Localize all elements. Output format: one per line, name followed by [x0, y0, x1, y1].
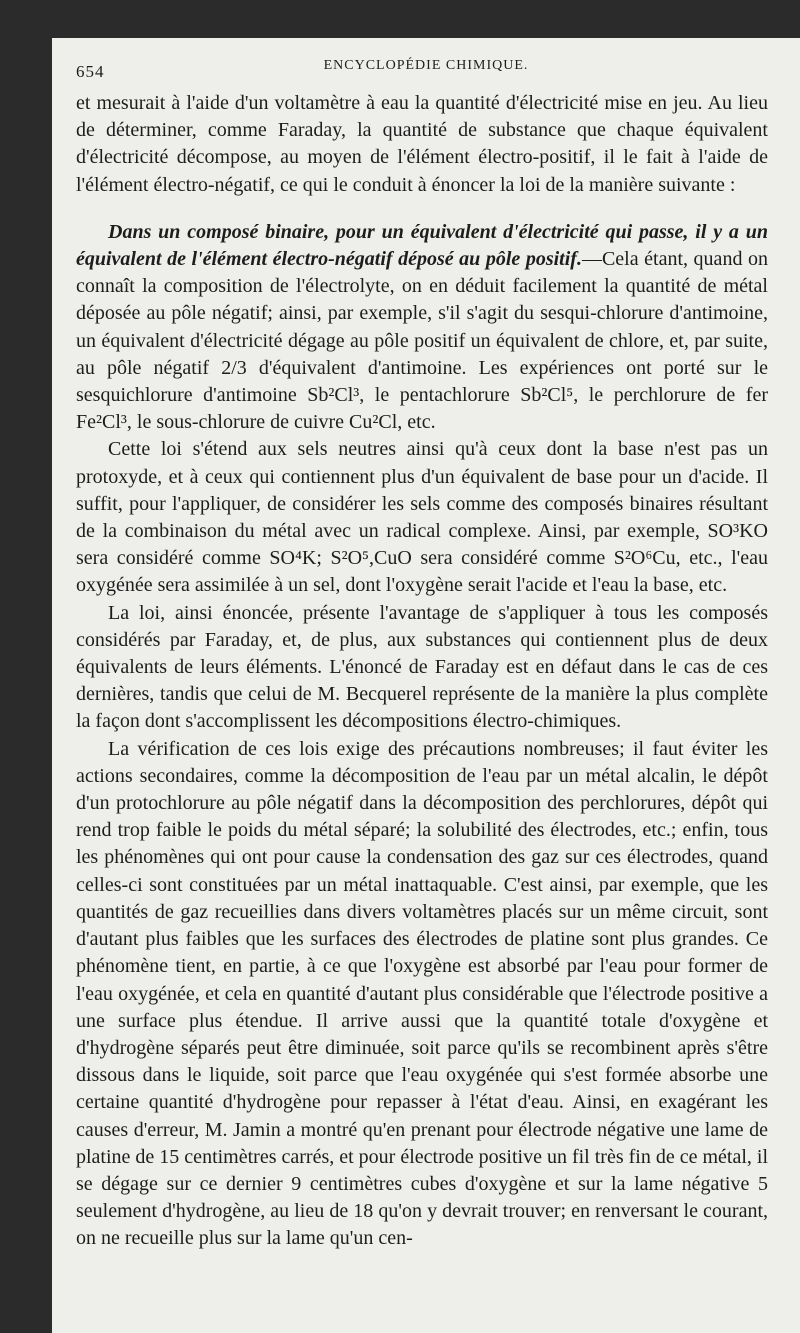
paragraph-4: La loi, ainsi énoncée, présente l'avantage de s'appliquer à tous les composés considérés par Faraday, et, de plus, aux substances qui contiennent plus de deux équivalents de leurs éléments. L'énoncé de Faraday est en défaut dans le cas de ces dernières, tandis que celui de M. Becquerel représente de la manière la plus complète la façon dont s'accomplissent les décompositions électro-chimiques. [76, 601, 768, 733]
law-statement: Dans un composé binaire, pour un équivalent d'électricité qui passe, il y a un équivalent de l'élément électro-négatif déposé au pôle positif. [76, 220, 768, 271]
running-head: ENCYCLOPÉDIE CHIMIQUE. [323, 58, 529, 73]
paragraph-2 [76, 219, 768, 437]
page-number: 654 [76, 62, 105, 81]
body-text [76, 90, 768, 1253]
book-page [52, 38, 800, 1333]
paragraph-5: La vérification de ces lois exige des précautions nombreuses; il faut éviter les actions secondaires, comme la décomposition de l'eau par un métal alcalin, le dépôt d'un protochlorure au pôle négatif dans la décomposition des perchlorures, dépôt qui rend trop faible le poids du métal séparé; la solubilité des électrodes, etc.; enfin, tous les phénomènes qui ont pour cause la condensation des gaz sur ces électrodes, quand celles-ci sont constituées par un métal inattaquable. C'est ainsi, par exemple, que les quantités de gaz recueillies dans divers voltamètres placés sur un même circuit, sont d'autant plus faibles que les surfaces des électrodes de platine sont plus grandes. Ce phénomène tient, en partie, à ce que l'oxygène est absorbé par l'eau pour former de l'eau oxygénée, et cela en quantité d'autant plus considérable que l'électrode positive a une surface plus étendue. Il arrive aussi que la quantité totale d'oxygène et d'hydrogène séparés peut être diminuée, soit parce qu'ils se recombinent après s'être dissous dans le liquide, soit parce que l'eau oxygénée qui s'est formée absorbe une certaine quantité d'hydrogène pour repasser à l'état d'eau. Ainsi, en exagérant les causes d'erreur, M. Jamin a montré qu'en prenant pour électrode négative une lame de platine de 15 centimètres carrés, et pour électrode positive un fil très fin de ce métal, il se dégage sur ce dernier 9 centimètres cubes d'oxygène et sur la lame négative 5 seulement d'hydrogène, au lieu de 18 qu'on y devrait trouver; en renversant le courant, on ne recueille plus sur la lame qu'un cen- [76, 737, 768, 1250]
paragraph-3: Cette loi s'étend aux sels neutres ainsi qu'à ceux dont la base n'est pas un protoxyde, et à ceux qui contiennent plus d'un équivalent de base pour un d'acide. Il suffit, pour l'appliquer, de considérer les sels comme des composés binaires résultant de la combinaison du métal avec un radical complexe. Ainsi, par exemple, SO³KO sera considéré comme SO⁴K; S²O⁵,CuO sera considéré comme S²O⁶Cu, etc., l'eau oxygénée sera assimilée à un sel, dont l'oxygène serait l'acide et l'eau la base, etc. [76, 438, 768, 597]
paragraph-1: et mesurait à l'aide d'un voltamètre à eau la quantité d'électricité mise en jeu. Au lieu de déterminer, comme Faraday, la quantité de substance que chaque équivalent d'électricité décompose, au moyen de l'élément électro-positif, il le fait à l'aide de l'élément électro-négatif, ce qui le conduit à énoncer la loi de la manière suivante : [76, 92, 768, 196]
paragraph-2-text: —Cela étant, quand on connaît la composition de l'électrolyte, on en déduit facilement la quantité de métal déposée au pôle négatif; ainsi, par exemple, s'il s'agit du sesqui-chlorure d'antimoine, un équivalent d'électricité dégage au pôle positif un équivalent de chlore, et, par suite, au pôle négatif 2/3 d'équivalent d'antimoine. Les expériences ont porté sur le sesquichlorure d'antimoine Sb²Cl³, le pentachlorure Sb²Cl⁵, le perchlorure de fer Fe²Cl³, le sous-chlorure de cuivre Cu²Cl, etc. [76, 248, 768, 434]
page-header [76, 58, 776, 82]
